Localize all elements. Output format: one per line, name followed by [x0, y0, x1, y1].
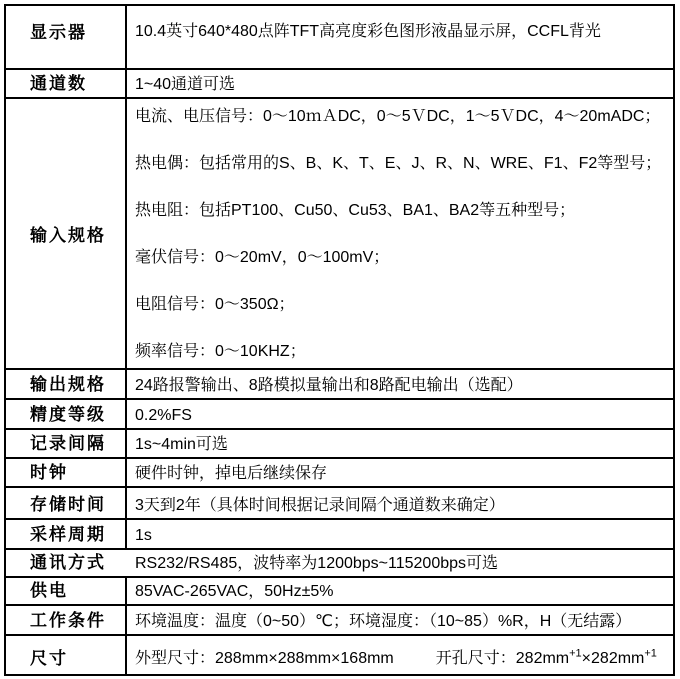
input-spec-line-frequency: 频率信号：0～10KHZ； — [135, 343, 306, 360]
hole-dimensions: 开孔尺寸：$282mm^{+1}\times 282mm^{+1}$ — [435, 647, 657, 667]
input-spec-line-millivolt: 毫伏信号：0～20mV，0～100mV； — [135, 249, 390, 266]
row-sampling-period-label: 采样周期 — [6, 520, 127, 548]
hole-tolerance-a: +1 — [569, 647, 582, 660]
row-communication — [6, 550, 673, 578]
row-display-value: 10.4英寸640*480点阵TFT高亮度彩色图形液晶显示屏，CCFL背光 — [135, 23, 601, 40]
row-communication-value: RS232/RS485，波特率为1200bps~115200bps可选 — [135, 555, 499, 572]
row-record-interval — [6, 430, 673, 459]
row-output-specs — [6, 370, 673, 400]
row-communication-label: 通讯方式 — [30, 553, 106, 572]
input-spec-line-current-voltage: 电流、电压信号：0～10ｍＡDC，0～5ＶDC，1～5ＶDC，4～20mADC； — [135, 108, 661, 125]
row-storage-time-value: 3天到2年（具体时间根据记录间隔个通道数来确定） — [135, 497, 505, 514]
input-spec-line-rtd: 热电阻：包括PT100、Cu50、Cu53、BA1、BA2等五种型号； — [135, 202, 576, 219]
row-dimensions-label: 尺寸 — [6, 636, 127, 674]
row-display-label: 显示器 — [6, 6, 127, 68]
row-power-supply-label: 供电 — [6, 578, 127, 604]
row-clock — [6, 459, 673, 488]
row-working-conditions-value: 环境温度：温度（0~50）℃；环境湿度：（10~85）%R，H（无结露） — [135, 613, 632, 630]
row-input-specs-value — [127, 99, 673, 368]
row-sampling-period — [6, 520, 673, 550]
row-channels-value: 1~40通道可选 — [135, 76, 236, 93]
row-working-conditions-label: 工作条件 — [6, 606, 127, 634]
row-channels-label: 通道数 — [6, 70, 127, 97]
input-spec-line-thermocouple: 热电偶：包括常用的S、B、K、T、E、J、R、N、WRE、F1、F2等型号； — [135, 155, 662, 172]
input-spec-line-resistance: 电阻信号：0～350Ω； — [135, 296, 295, 313]
spec-table — [4, 4, 675, 676]
row-clock-value: 硬件时钟，掉电后继续保存 — [135, 465, 328, 482]
row-accuracy-label: 精度等级 — [6, 400, 127, 428]
row-dimensions-value — [127, 636, 673, 674]
row-input-specs — [6, 99, 673, 370]
hole-tolerance-b: +1 — [644, 647, 657, 660]
row-channels — [6, 70, 673, 99]
row-power-supply — [6, 578, 673, 606]
row-storage-time-label: 存储时间 — [6, 488, 127, 518]
row-output-specs-value: 24路报警输出、8路模拟量输出和8路配电输出（选配） — [135, 377, 523, 394]
row-record-interval-label: 记录间隔 — [6, 430, 127, 457]
row-display — [6, 6, 673, 70]
row-sampling-period-value: 1s — [135, 527, 152, 544]
row-record-interval-value: 1s~4min可选 — [135, 436, 228, 453]
row-accuracy-value: 0.2%FS — [135, 407, 192, 424]
row-clock-label: 时钟 — [6, 459, 127, 486]
row-storage-time — [6, 488, 673, 520]
row-dimensions — [6, 636, 673, 674]
row-input-specs-label: 输入规格 — [6, 99, 127, 368]
outer-dimensions: 外型尺寸：288mm×288mm×168mm — [135, 650, 394, 667]
row-power-supply-value: 85VAC-265VAC，50Hz±5% — [135, 583, 334, 600]
row-accuracy — [6, 400, 673, 430]
row-output-specs-label: 输出规格 — [6, 370, 127, 398]
row-working-conditions — [6, 606, 673, 636]
